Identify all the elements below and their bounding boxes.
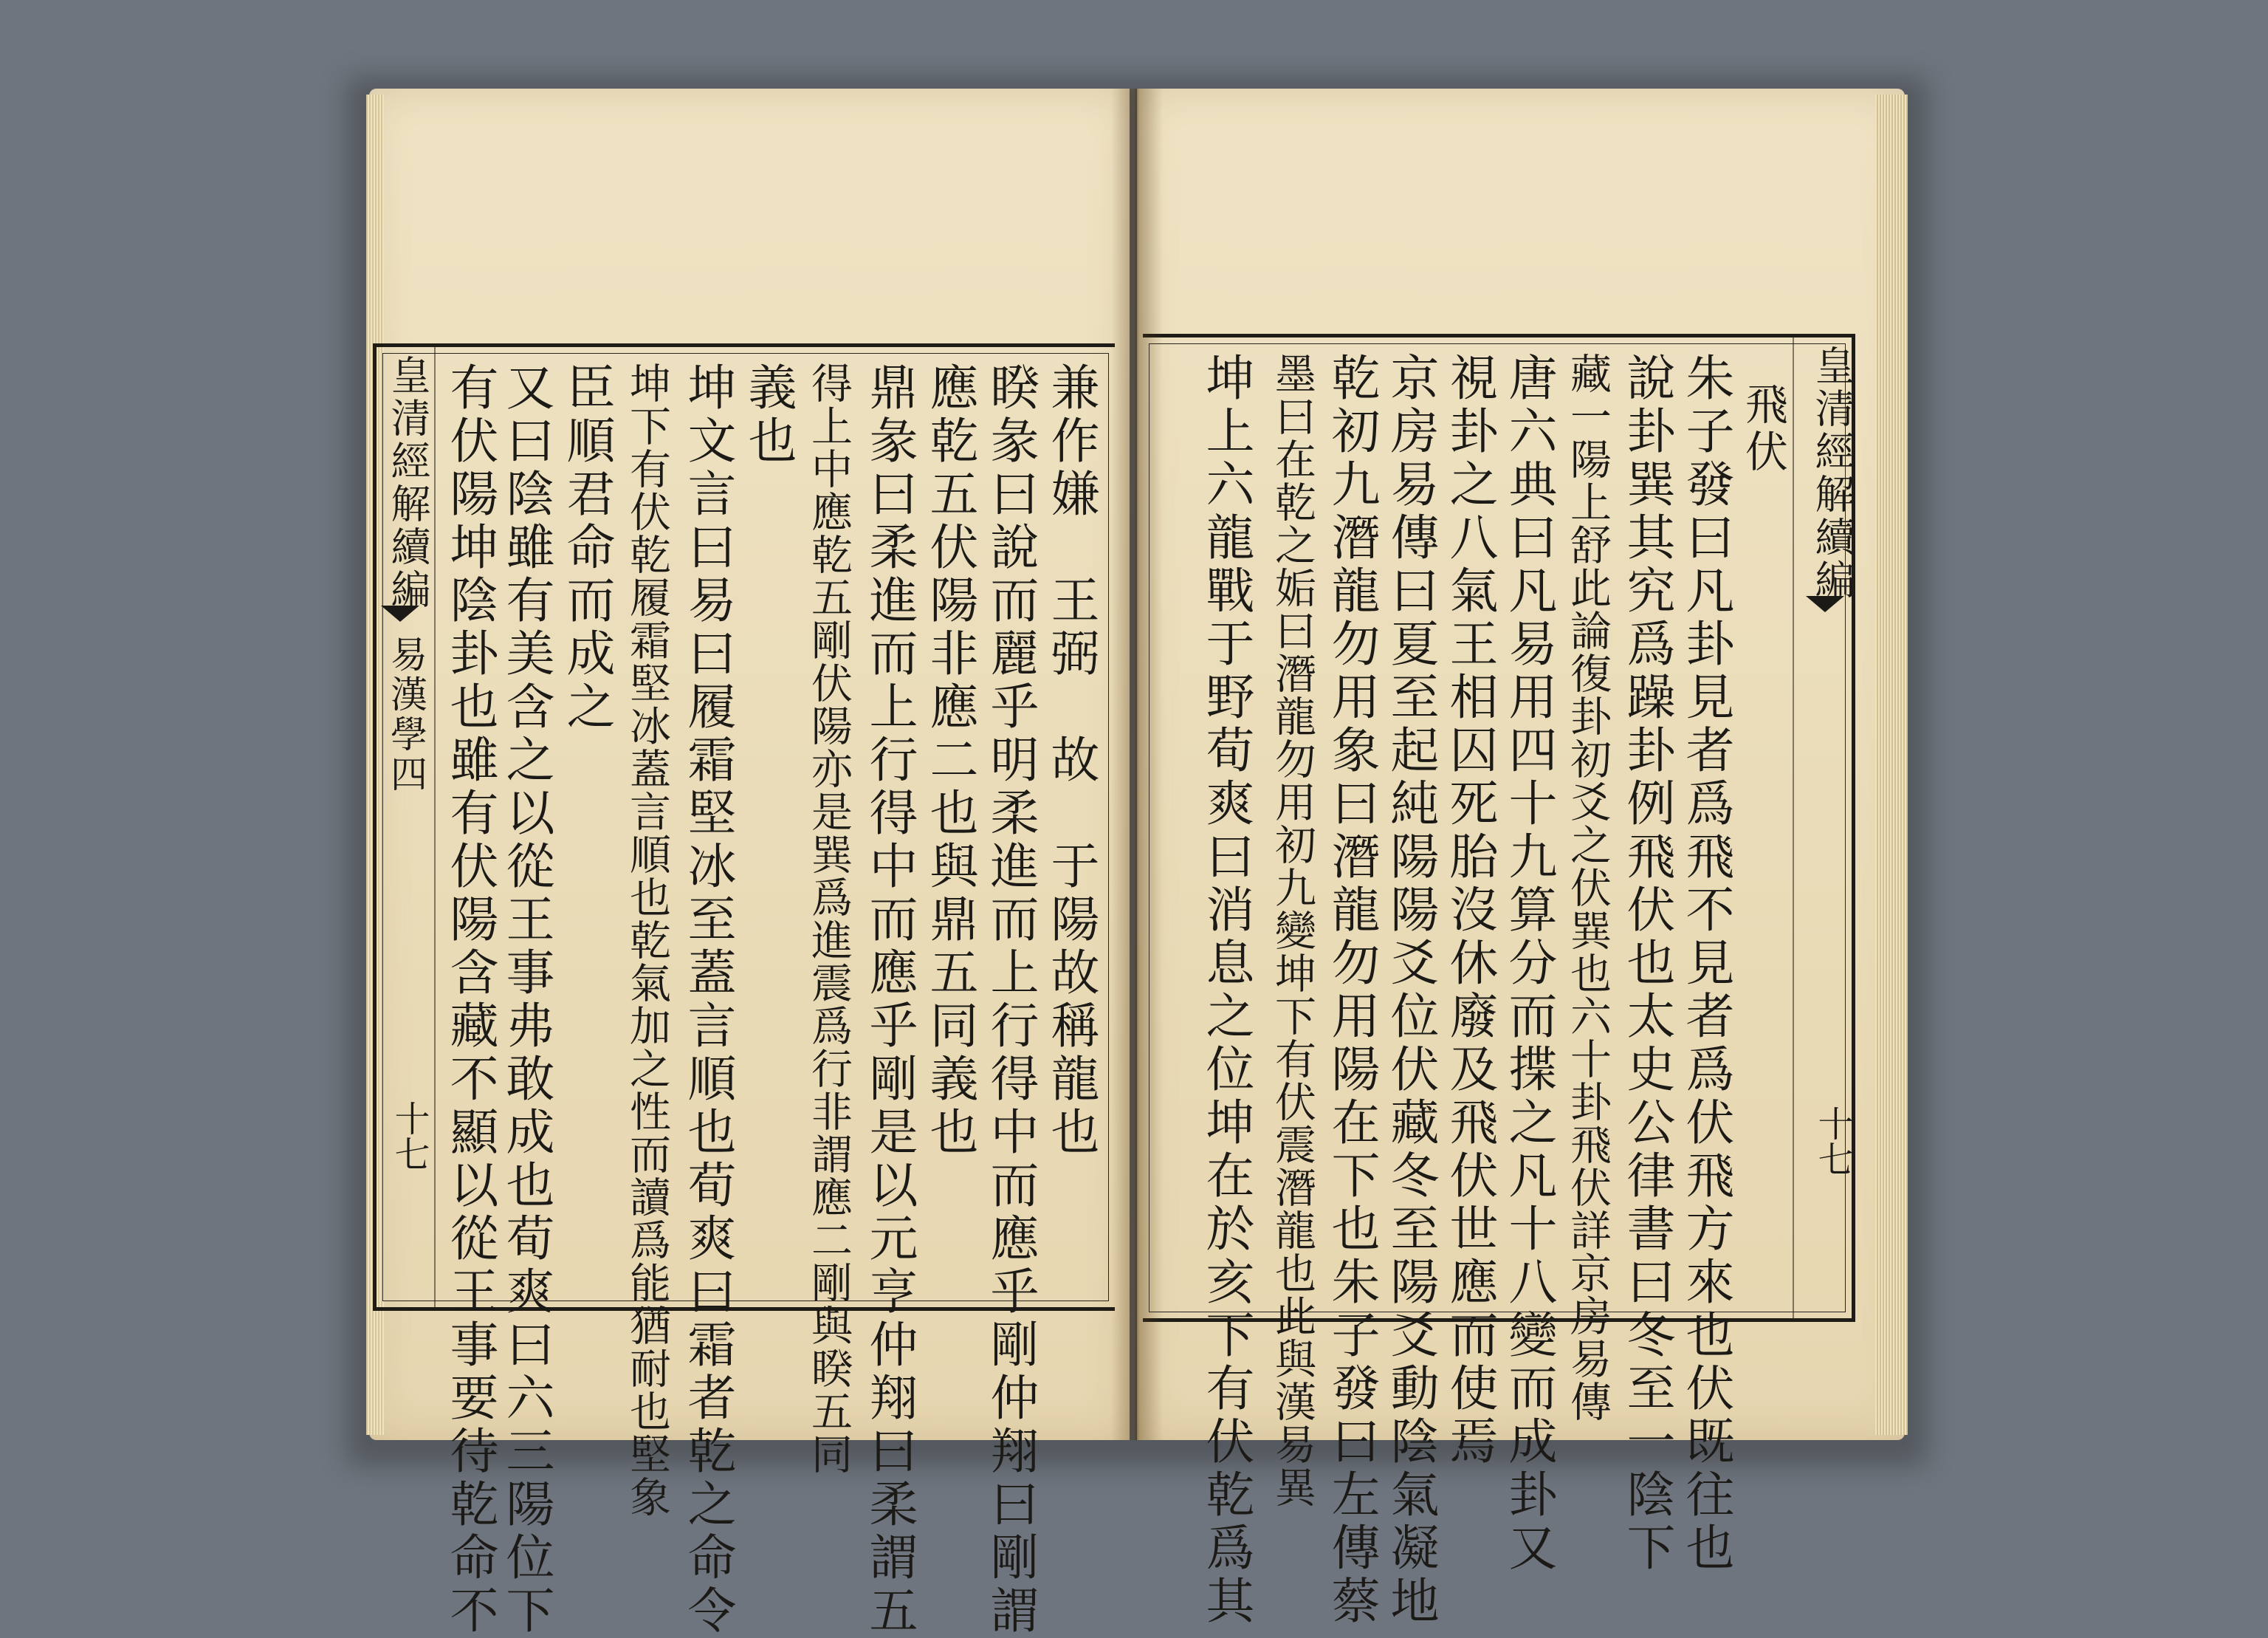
right-folio-number: 十七 (1812, 1106, 1853, 1176)
left-margin-section: 易漢學四 (385, 635, 427, 795)
book-gutter (1111, 89, 1163, 1440)
left-column-9: 臣順君命而成之 (558, 362, 615, 734)
left-column-3: 應乾五伏陽非應二也與鼎五同義也 (921, 362, 978, 1159)
right-text-frame (1143, 334, 1855, 1628)
right-column-6: 京房易傳曰夏至起純陽陽爻位伏藏冬至陽爻動陰氣凝地 (1382, 352, 1439, 1628)
left-column-2: 睽彖曰說而麗乎明柔進而上行得中而應乎剛仲翔曰剛謂 (982, 362, 1039, 1638)
right-column-9: 坤上六龍戰于野荀爽曰消息之位坤在於亥下有伏乾爲其 (1197, 352, 1254, 1628)
column-rule (1793, 337, 1794, 1318)
fishtail-mark (1806, 596, 1844, 612)
left-column-8: 坤下有伏乾履霜堅冰蓋言順也乾氣加之性而讀爲能猶耐也堅象 (623, 362, 671, 1518)
left-column-11: 有伏陽坤陰卦也雖有伏陽含藏不顯以從王事要待乾命不 (441, 362, 498, 1638)
right-column-3: 藏一陽上舒此論復卦初爻之伏巽也六十卦飛伏詳京房易傳 (1564, 352, 1612, 1423)
right-column-2: 說卦巽其究爲躁卦例飛伏也太史公律書曰冬至一陰下 (1618, 352, 1675, 1575)
right-margin-title: 皇清經解續編 (1809, 345, 1855, 602)
left-column-7: 坤文言曰易曰履霜堅冰至蓋言順也荀爽曰霜者乾之命令 (679, 362, 736, 1638)
left-column-4: 鼎彖曰柔進而上行得中而應乎剛是以元亨仲翔曰柔謂五 (861, 362, 918, 1638)
left-column-5: 得上中應乾五剛伏陽亦是巽爲進震爲行非謂應二剛與睽五同 (805, 362, 853, 1476)
left-column-6: 義也 (740, 362, 797, 468)
right-page-edges (1875, 95, 1908, 1435)
section-heading: 飛伏 (1738, 382, 1788, 476)
right-column-1: 朱子發曰凡卦見者爲飛不見者爲伏飛方來也伏既往也 (1677, 352, 1734, 1575)
left-column-1: 兼作嫌 王弼 故 于陽故稱龍也 (1042, 362, 1099, 1159)
left-folio-number: 十七 (388, 1100, 430, 1171)
left-text-frame (373, 343, 1115, 1638)
column-rule (434, 347, 436, 1307)
left-margin-title: 皇清經解續編 (385, 354, 431, 611)
right-column-5: 視卦之八氣王相囚死胎沒休廢及飛伏世應而使焉 (1441, 352, 1498, 1469)
fishtail-mark (381, 606, 419, 622)
left-column-10: 又曰陰雖有美含之以從王事弗敢成也荀爽曰六三陽位下 (498, 362, 554, 1638)
right-column-4: 唐六典曰凡易用四十九算分而揲之凡十八變而成卦又 (1500, 352, 1557, 1575)
right-column-7: 乾初九潛龍勿用象曰潛龍勿用陽在下也朱子發曰左傳蔡 (1323, 352, 1380, 1628)
right-column-8: 墨曰在乾之姤曰潛龍勿用初九變坤下有伏震潛龍也此與漢易異 (1268, 352, 1316, 1509)
